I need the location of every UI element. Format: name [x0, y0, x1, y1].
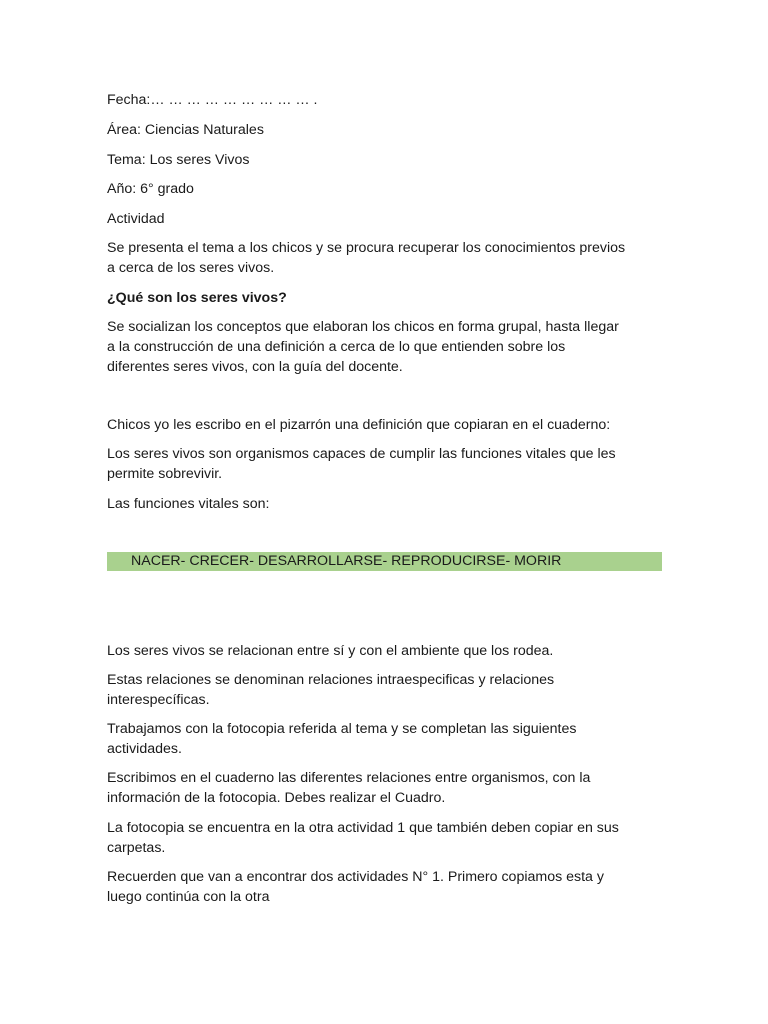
- definicion-paragraph: [107, 444, 667, 484]
- relaciones-line-1: Estas relaciones se denominan relaciones intraespecificas y relaciones: [107, 672, 555, 688]
- anio-line: Año: 6° grado: [107, 181, 194, 197]
- otra-actividad-paragraph: [107, 818, 667, 858]
- intro-paragraph: [107, 238, 667, 278]
- cuaderno-line-2: información de la fotocopia. Debes realizar el Cuadro.: [107, 790, 446, 806]
- fotocopia-paragraph: [107, 719, 667, 759]
- question-heading: ¿Qué son los seres vivos?: [107, 290, 287, 306]
- otra-actividad-line-2: carpetas.: [107, 840, 166, 856]
- pizarron-paragraph: Chicos yo les escribo en el pizarrón una definición que copiaran en el cuaderno:: [107, 417, 611, 433]
- relaciones-paragraph: [107, 670, 667, 710]
- fecha-line: Fecha:… … … … … … … … … .: [107, 92, 318, 108]
- actividad-heading: Actividad: [107, 211, 165, 227]
- definicion-line-1: Los seres vivos son organismos capaces de cumplir las funciones vitales que les: [107, 446, 616, 462]
- fotocopia-line-1: Trabajamos con la fotocopia referida al tema y se completan las siguientes: [107, 721, 577, 737]
- definicion-line-2: permite sobrevivir.: [107, 466, 223, 482]
- relacionan-paragraph: Los seres vivos se relacionan entre sí y con el ambiente que los rodea.: [107, 643, 554, 659]
- fotocopia-line-2: actividades.: [107, 741, 182, 757]
- tema-line: Tema: Los seres Vivos: [107, 152, 250, 168]
- recuerden-line-2: luego continúa con la otra: [107, 889, 270, 905]
- otra-actividad-line-1: La fotocopia se encuentra en la otra actividad 1 que también deben copiar en sus: [107, 820, 619, 836]
- area-line: Área: Ciencias Naturales: [107, 122, 264, 138]
- recuerden-paragraph: [107, 867, 667, 907]
- funciones-highlight-box: [107, 552, 662, 571]
- funciones-highlight-text: NACER- CRECER- DESARROLLARSE- REPRODUCIRSE- MORIR: [131, 553, 562, 569]
- socializan-paragraph: [107, 317, 667, 377]
- socializan-line-3: diferentes seres vivos, con la guía del docente.: [107, 359, 403, 375]
- intro-line-1: Se presenta el tema a los chicos y se procura recuperar los conocimientos previos: [107, 240, 626, 256]
- recuerden-line-1: Recuerden que van a encontrar dos actividades N° 1. Primero copiamos esta y: [107, 869, 604, 885]
- socializan-line-2: a la construcción de una definición a cerca de lo que entienden sobre los: [107, 339, 566, 355]
- cuaderno-line-1: Escribimos en el cuaderno las diferentes relaciones entre organismos, con la: [107, 770, 591, 786]
- funciones-label: Las funciones vitales son:: [107, 496, 270, 512]
- cuaderno-paragraph: [107, 768, 667, 808]
- intro-line-2: a cerca de los seres vivos.: [107, 260, 275, 276]
- relaciones-line-2: interespecíficas.: [107, 692, 210, 708]
- socializan-line-1: Se socializan los conceptos que elaboran los chicos en forma grupal, hasta llegar: [107, 319, 619, 335]
